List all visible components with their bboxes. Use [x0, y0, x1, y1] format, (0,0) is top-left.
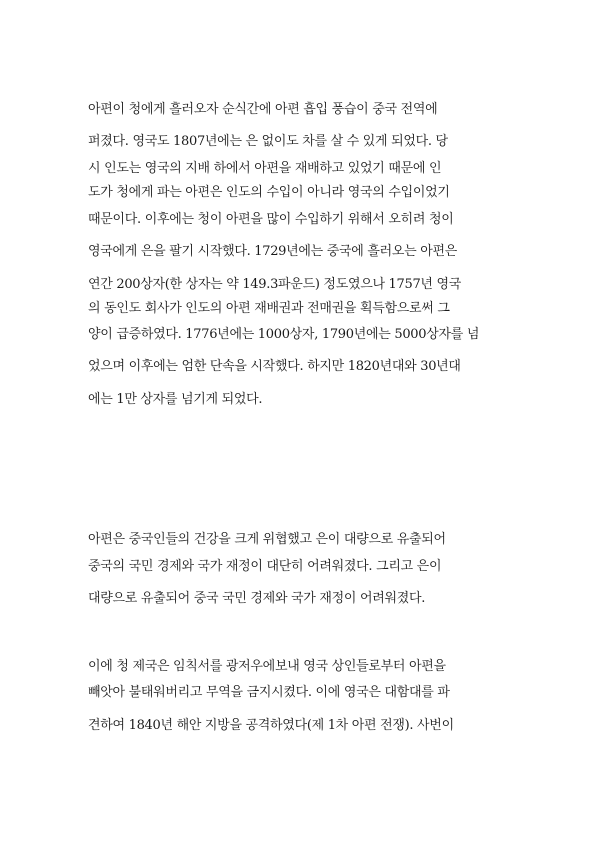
text-line: 시 인도는 영국의 지배 하에서 아편을 재배하고 있었기 때문에 인: [88, 161, 442, 176]
text-line: 견하여 1840년 해안 지방을 공격하였다(제 1차 아편 전쟁). 사번이: [88, 718, 454, 733]
paragraph-economic-impact: [88, 533, 518, 605]
text-line: 대량으로 유출되어 중국 국민 경제와 국가 재정이 어려워졌다.: [88, 591, 426, 606]
text-line: 이에 청 제국은 임칙서를 광저우에보내 영국 상인들로부터 아편을: [88, 659, 446, 674]
text-line: 때문이다. 이후에는 청이 아편을 많이 수입하기 위해서 오히려 청이: [88, 212, 454, 227]
text-line: 중국의 국민 경제와 국가 재정이 대단히 어려워졌다. 그리고 은이: [88, 559, 442, 574]
text-line: 빼앗아 불태워버리고 무역을 금지시켰다. 이에 영국은 대함대를 파: [88, 685, 450, 700]
text-line: 연간 200상자(한 상자는 약 149.3파운드) 정도였으나 1757년 영국: [88, 277, 462, 292]
text-line: 아편은 중국인들의 건강을 크게 위협했고 은이 대량으로 유출되어: [88, 532, 446, 547]
text-line: 양이 급증하였다. 1776년에는 1000상자, 1790년에는 5000상자를 넘: [88, 327, 480, 342]
paragraph-opium-trade: [88, 103, 518, 406]
text-line: 에는 1만 상자를 넘기게 되었다.: [88, 392, 263, 407]
text-line: 영국에게 은을 팔기 시작했다. 1729년에는 중국에 흘러오는 아편은: [88, 244, 457, 259]
text-line: 도가 청에게 파는 아편은 인도의 수입이 아니라 영국의 수입이었기: [88, 185, 450, 200]
text-line: 었으며 이후에는 엄한 단속을 시작했다. 하지만 1820년대와 30년대: [88, 359, 461, 374]
text-line: 의 동인도 회사가 인도의 아편 재배권과 전매권을 획득함으로써 그: [88, 301, 450, 316]
text-line: 퍼졌다. 영국도 1807년에는 은 없이도 차를 살 수 있게 되었다. 당: [88, 134, 448, 149]
text-line: 아편이 청에게 흘러오자 순식간에 아편 흡입 풍습이 중국 전역에: [88, 102, 438, 117]
paragraph-opium-war: [88, 660, 518, 732]
